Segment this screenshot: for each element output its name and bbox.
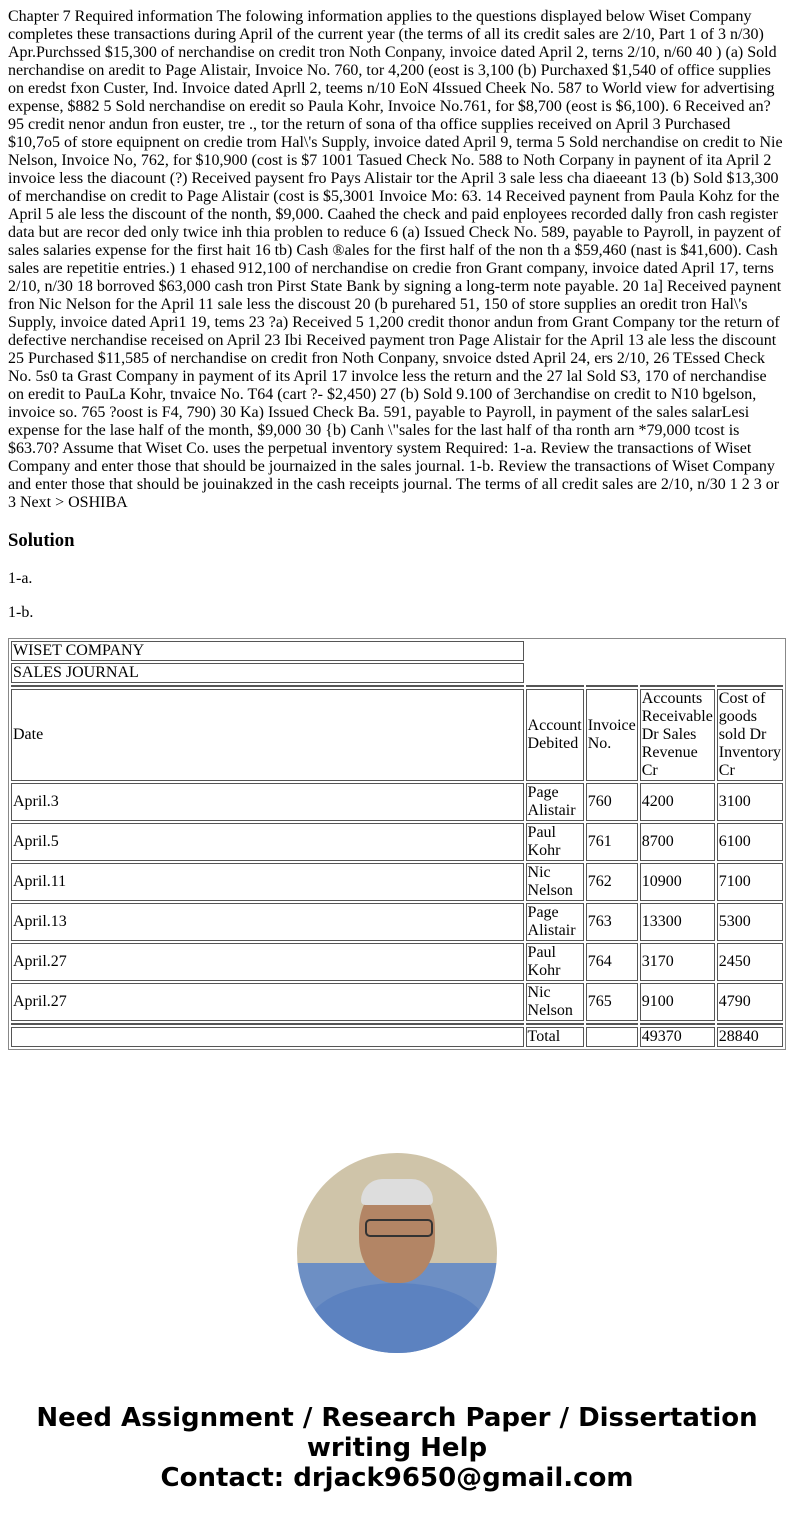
cell-ar-amount: 4200 (640, 783, 715, 821)
cell-invoice-no: 765 (586, 983, 638, 1021)
cell-account-debited: Nic Nelson (526, 983, 584, 1021)
journal-title: SALES JOURNAL (11, 663, 524, 683)
cell-invoice-no: 760 (586, 783, 638, 821)
author-photo (297, 1153, 497, 1353)
table-row (11, 903, 783, 941)
col-invoice-no: Invoice No. (586, 689, 638, 781)
col-accounts-receivable: Accounts Receivable Dr Sales Revenue Cr (641, 690, 713, 779)
solution-heading: Solution (8, 530, 75, 551)
cell-date: April.5 (11, 823, 524, 861)
cell-cogs-amount: 2450 (717, 943, 783, 981)
cell-invoice-no: 762 (586, 863, 638, 901)
cell-account-debited: Page Alistair (526, 783, 584, 821)
cell-date: April.11 (11, 863, 524, 901)
cell-cogs-amount: 4790 (717, 983, 783, 1021)
cell-account-debited: Nic Nelson (526, 863, 584, 901)
cell-invoice-no: 764 (586, 943, 638, 981)
cell-ar-amount: 10900 (640, 863, 715, 901)
footer-banner (8, 1403, 786, 1493)
footer-help-text: Need Assignment / Research Paper / Dissertation writing Help (36, 1403, 758, 1463)
cell-ar-amount: 3170 (640, 943, 715, 981)
cell-date: April.27 (11, 943, 524, 981)
cell-account-debited: Paul Kohr (526, 943, 584, 981)
cell-ar-amount: 9100 (640, 983, 715, 1021)
part-1b-label: 1-b. (8, 604, 34, 621)
total-row (11, 1027, 783, 1047)
total-label: Total (526, 1027, 584, 1047)
table-row (11, 943, 783, 981)
question-text: Chapter 7 Required information The folowing information applies to the questions displayed below Wiset Company completes these transactions during April of the current year (the terms of all its credit sales are 2/10, Part 1 of 3 n/30) Apr.Purchssed $15,300 of nerchandise on credit tron Noth Conpany, invoice dated April 2, terns 2/10, n/60 40 ) (a) Sold nerchandise on aredit to Page Alistair, Invoice No. 760, tor 4,200 (eost is 3,100 (b) Purchaxed $1,540 of office supplies on eredst fxon Custer, Ind. Invoice dated Aprll 2, teems n/10 EoN 4Issued Cheek No. 587 to World view for advertising expense, $882 5 Sold nerchandise on eredit so Paula Kohr, Invoice No.761, for $8,700 (eost is $6,100). 6 Received an? 95 credit nenor andun fron euster, tre ., tor the return of sona of tha office supplies received on April 3 Purchased $10,7o5 of store equipnent on credie trom Hal\'s Supply, invoice dated April 9, terma 5 Sold nerchandise on credit to Nie Nelson, Invoice No, 762, for $10,900 (cost is $7 1001 Tasued Check No. 588 to Noth Corpany in paynent of ita April 2 invoice less the diacount (?) Received paysent fro Pays Alistair tor the April 3 sale less cha diaeeant 13 (b) Sold $13,300 of merchandise on credit to Page Alistair (cost is $5,3001 Invoice Mo: 63. 14 Received paynent from Paula Kohz for the April 5 ale less the discount of the nonth, $9,000. Caahed the check and paid enployees recorded dally fron cash register data but are recor ded only twice inh thia problen to reduce 6 (a) Issued Check No. 589, payable to Payroll, in payzent of sales salaries expense for the first hait 16 tb) Cash ®ales for the first half of the non th a $59,460 (nast is $41,600). Cash sales are repetitie entries.) 1 ehased 912,100 of nerchandise on credie fron Grant company, invoice dated April 17, terns 2/10, n/30 18 borroved $63,000 cash tron Pirst State Bank by signing a long-term note payable. 20 1a] Received paynent fron Nic Nelson for the April 11 sale less the discoust 20 (b purehared 51, 150 of store supplies an oredit tron Hal\'s Supply, invoice dated Apri1 19, tems 23 ?a) Received 5 1,200 credit thonor andun from Grant Company tor the return of defective nerchandise receised on April 23 Ibi Received payment tron Page Alistair for the April 13 ale less the discount 25 Purchased $11,585 of nerchandise on credit fron Noth Conpany, snvoice dsted April 24, ers 2/10, 26 TEssed Check No. 5s0 ta Grast Company in payment of its April 17 involce less the return and the 27 lal Sold S3, 170 of nerchandise on eredit to PauLa Kohr, tnvaice No. T64 (cart ?- $2,450) 27 (b) Sold 9.100 of 3erchandise on credit to N10 bgelson, invoice so. 765 ?oost is F4, 790) 30 Ka) Issued Check Ba. 591, payable to Payroll, in payment of the sales salarLesi expense for the lase half of the month, $9,000 30 {b) Canh \"sales for the last half of tha ronth arn *79,000 tcost is $63.70? Assume that Wiset Co. uses the perpetual inventory system Required: 1-a. Review the transactions of Wiset Company and enter those that should be journaized in the sales journal. 1-b. Review the transactions of Wiset Company and enter those that should be jouinakzed in the cash receipts journal. The terms of all credit sales are 2/10, n/30 1 2 3 or 3 Next > OSHIBA (8, 8, 783, 511)
cell-date: April.3 (11, 783, 524, 821)
table-row (11, 863, 783, 901)
table-row (11, 983, 783, 1021)
col-account-debited: Account Debited (526, 689, 584, 781)
cell-cogs-amount: 3100 (717, 783, 783, 821)
header-row (11, 689, 783, 781)
cell-cogs-amount: 6100 (717, 823, 783, 861)
total-cogs: 28840 (717, 1027, 783, 1047)
cell-ar-amount: 8700 (640, 823, 715, 861)
company-name: WISET COMPANY (11, 641, 524, 661)
cell-cogs-amount: 5300 (717, 903, 783, 941)
col-date: Date (11, 689, 524, 781)
cell-invoice-no: 763 (586, 903, 638, 941)
cell-cogs-amount: 7100 (717, 863, 783, 901)
total-ar: 49370 (640, 1027, 715, 1047)
cell-date: April.27 (11, 983, 524, 1021)
sales-journal-table (8, 638, 786, 1050)
part-1a-label: 1-a. (8, 570, 33, 587)
table-row (11, 783, 783, 821)
cell-date: April.13 (11, 903, 524, 941)
cell-ar-amount: 13300 (640, 903, 715, 941)
cell-invoice-no: 761 (586, 823, 638, 861)
cell-account-debited: Paul Kohr (526, 823, 584, 861)
cell-account-debited: Page Alistair (526, 903, 584, 941)
table-row (11, 823, 783, 861)
footer-contact: Contact: drjack9650@gmail.com (160, 1463, 634, 1493)
col-cogs: Cost of goods sold Dr Inventory Cr (718, 690, 781, 779)
